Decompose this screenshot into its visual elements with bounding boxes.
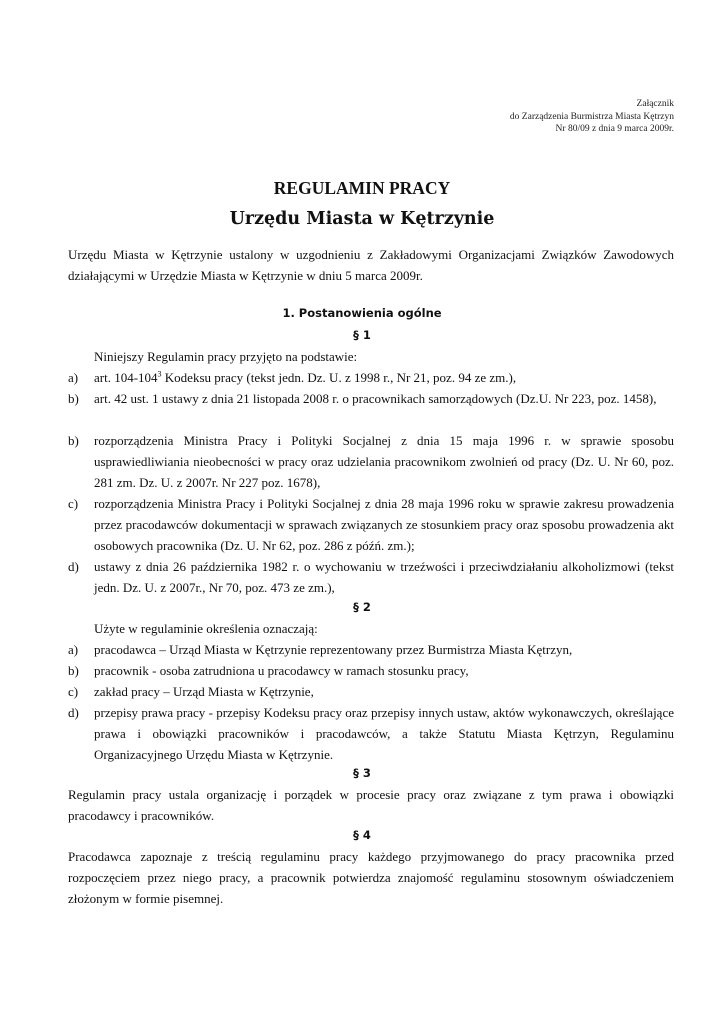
list-item-text: rozporządzenia Ministra Pracy i Polityki Socjalnej z dnia 15 maja 1996 r. w sprawie sposobu usprawiedliwiania nieobecności w pracy oraz udzielania pracownikom zwolnień od pracy (Dz. U. Nr 60, poz. 281 zm. Dz. U. z 2007r. Nr 227 poz. 1678), — [94, 433, 674, 490]
list-item-label: c) — [68, 684, 79, 699]
list-item — [68, 556, 674, 598]
paragraph-sign-1: § 1 — [353, 328, 371, 342]
list-item — [68, 660, 674, 681]
list-item-text: ustawy z dnia 26 października 1982 r. o wychowaniu w trzeźwości i przeciwdziałaniu alkoholizmowi (tekst jedn. Dz. U. z 2007r., Nr 70, poz. 473 ze zm.), — [94, 559, 674, 595]
document-title: REGULAMIN PRACY — [273, 178, 451, 198]
list-item-label: d) — [68, 559, 79, 574]
list-item — [68, 681, 674, 702]
list-item — [68, 367, 674, 388]
list-item-text: pracownik - osoba zatrudniona u pracodawcy w ramach stosunku pracy, — [94, 663, 469, 678]
list-item-label: d) — [68, 705, 79, 720]
paragraph-4-text: Pracodawca zapoznaje z treścią regulaminu pracy każdego przyjmowanego do pracy pracownika przed rozpoczęciem przez niego pracy, a pracownik potwierdza znajomość regulaminu stosownym oświadczeniem złożonym w formie pisemnej. — [68, 849, 674, 906]
list-item-text: art. 42 ust. 1 ustawy z dnia 21 listopada 2008 r. o pracownikach samorządowych (Dz.U. Nr 223, poz. 1458), — [94, 391, 657, 406]
list-item-label: b) — [68, 391, 79, 406]
list-item — [68, 493, 674, 556]
list-item-label: c) — [68, 496, 79, 511]
list-item-text: pracodawca – Urząd Miasta w Kętrzynie reprezentowany przez Burmistrza Miasta Kętrzyn, — [94, 642, 573, 657]
section-heading: 1. Postanowienia ogólne — [282, 306, 442, 320]
attachment-line-2: do Zarządzenia Burmistrza Miasta Kętrzyn — [509, 111, 674, 122]
list-item — [68, 388, 674, 409]
list-item-label: a) — [68, 370, 79, 385]
list-item — [68, 639, 674, 660]
list-item-label: a) — [68, 642, 79, 657]
list-item-label: b) — [68, 663, 79, 678]
paragraph-sign-4: § 4 — [353, 828, 371, 842]
list-item-text: zakład pracy – Urząd Miasta w Kętrzynie, — [94, 684, 314, 699]
list-item — [68, 702, 674, 765]
paragraph-1-lead: Niniejszy Regulamin pracy przyjęto na podstawie: — [94, 349, 358, 364]
attachment-line-3: Nr 80/09 z dnia 9 marca 2009r. — [555, 124, 674, 134]
superscript: 3 — [157, 369, 162, 379]
list-item — [68, 430, 674, 493]
paragraph-sign-2: § 2 — [353, 600, 371, 614]
list-item-text: art. $104-104^3$ Kodeksu pracy (tekst jedn. Dz. U. z 1998 r., Nr 21, poz. 94 ze zm.), — [94, 369, 517, 385]
list-item-text: przepisy prawa pracy - przepisy Kodeksu pracy oraz przepisy innych ustaw, aktów wykonawczych, określające prawa i obowiązki pracowników i pracodawców, a także Statutu Miasta Kętrzyn, Regulaminu Organizacyjnego Urzędu Miasta w Kętrzynie. — [94, 705, 674, 762]
paragraph-3-text: Regulamin pracy ustala organizację i porządek w procesie pracy oraz związane z tym prawa i obowiązki pracodawcy i pracowników. — [68, 787, 674, 823]
list-item-label: b) — [68, 433, 79, 448]
attachment-line-1: Załącznik — [636, 99, 674, 109]
intro-paragraph: Urzędu Miasta w Kętrzynie ustalony w uzgodnieniu z Zakładowymi Organizacjami Związków Zawodowych działającymi w Urzędzie Miasta w Kętrzynie w dniu 5 marca 2009r. — [68, 247, 674, 283]
attachment-note — [510, 98, 674, 136]
paragraph-2-lead: Użyte w regulaminie określenia oznaczają: — [94, 621, 318, 636]
paragraph-sign-3: § 3 — [353, 766, 371, 780]
document-subtitle: Urzędu Miasta w Kętrzynie — [229, 209, 495, 229]
list-item-text: rozporządzenia Ministra Pracy i Polityki Socjalnej z dnia 28 maja 1996 roku w sprawie zakresu prowadzenia przez pracodawców dokumentacji w sprawach związanych ze stosunkiem pracy oraz sposobu prowadzenia akt osobowych pracownika (Dz. U. Nr 62, poz. 286 z późń. zm.); — [94, 496, 674, 553]
